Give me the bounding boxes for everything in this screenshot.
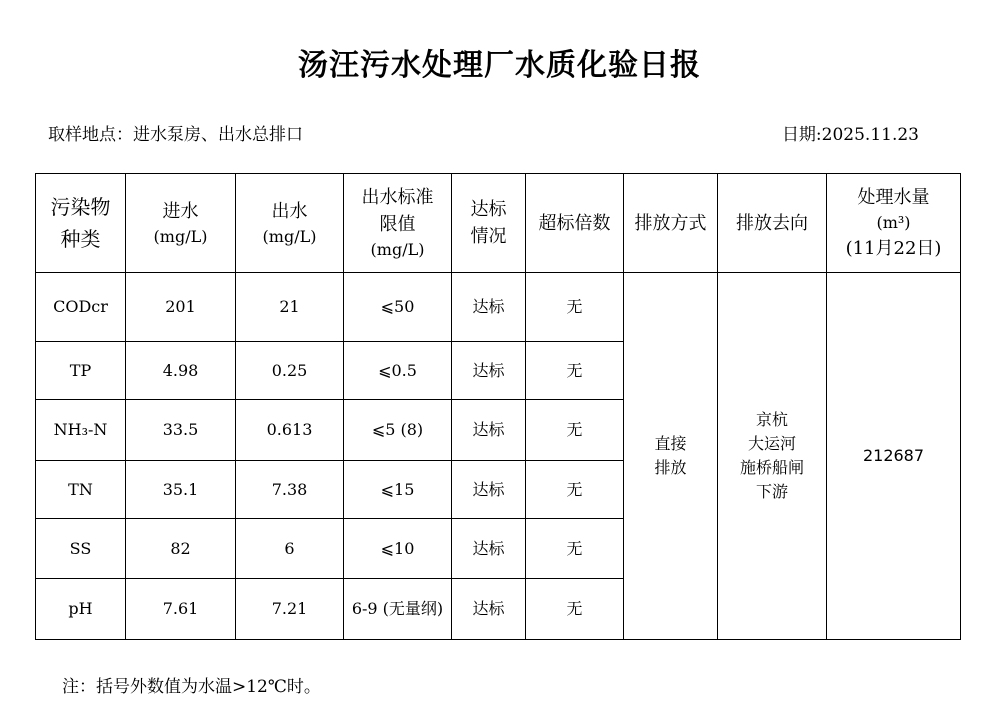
header-outflow: 出水 (mg/L) xyxy=(236,174,344,273)
cell-inflow: 82 xyxy=(126,519,236,579)
cell-inflow: 33.5 xyxy=(126,400,236,461)
header-discharge-destination: 排放去向 xyxy=(718,174,827,273)
header-limit: 出水标准 限值 (mg/L) xyxy=(344,174,452,273)
cell-outflow: 21 xyxy=(236,273,344,342)
cell-exceed: 无 xyxy=(526,400,624,461)
cell-exceed: 无 xyxy=(526,342,624,400)
cell-compliance: 达标 xyxy=(452,519,526,579)
cell-inflow: 7.61 xyxy=(126,579,236,640)
cell-inflow: 35.1 xyxy=(126,461,236,519)
cell-pollutant: SS xyxy=(36,519,126,579)
table-row xyxy=(36,273,961,342)
cell-compliance: 达标 xyxy=(452,273,526,342)
cell-treated-volume: 212687 xyxy=(827,273,961,640)
header-compliance: 达标 情况 xyxy=(452,174,526,273)
header-inflow: 进水 (mg/L) xyxy=(126,174,236,273)
sampling-location: 取样地点：进水泵房、出水总排口 xyxy=(48,125,303,145)
cell-compliance: 达标 xyxy=(452,400,526,461)
cell-outflow: 0.25 xyxy=(236,342,344,400)
cell-inflow: 201 xyxy=(126,273,236,342)
cell-limit: ⩽0.5 xyxy=(344,342,452,400)
cell-pollutant: CODcr xyxy=(36,273,126,342)
cell-discharge-destination: 京杭 大运河 施桥船闸 下游 xyxy=(718,273,827,640)
cell-limit: ⩽15 xyxy=(344,461,452,519)
cell-inflow: 4.98 xyxy=(126,342,236,400)
cell-limit: ⩽5 (8) xyxy=(344,400,452,461)
cell-outflow: 7.38 xyxy=(236,461,344,519)
cell-exceed: 无 xyxy=(526,519,624,579)
cell-pollutant: pH xyxy=(36,579,126,640)
report-title: 汤汪污水处理厂水质化验日报 xyxy=(298,48,701,83)
cell-exceed: 无 xyxy=(526,273,624,342)
header-discharge-method: 排放方式 xyxy=(624,174,718,273)
cell-compliance: 达标 xyxy=(452,342,526,400)
cell-outflow: 0.613 xyxy=(236,400,344,461)
report-date: 日期:2025.11.23 xyxy=(781,125,919,145)
table-header-row xyxy=(36,174,961,273)
cell-pollutant: NH₃-N xyxy=(36,400,126,461)
cell-pollutant: TP xyxy=(36,342,126,400)
cell-exceed: 无 xyxy=(526,461,624,519)
cell-exceed: 无 xyxy=(526,579,624,640)
water-quality-table xyxy=(35,173,961,640)
cell-outflow: 7.21 xyxy=(236,579,344,640)
footnote: 注：括号外数值为水温>12℃时。 xyxy=(62,677,321,697)
cell-compliance: 达标 xyxy=(452,461,526,519)
header-exceed: 超标倍数 xyxy=(526,174,624,273)
cell-pollutant: TN xyxy=(36,461,126,519)
cell-limit: 6-9 (无量纲) xyxy=(344,579,452,640)
cell-discharge-method: 直接 排放 xyxy=(624,273,718,640)
cell-compliance: 达标 xyxy=(452,579,526,640)
cell-outflow: 6 xyxy=(236,519,344,579)
cell-limit: ⩽50 xyxy=(344,273,452,342)
header-pollutant: 污染物 种类 xyxy=(36,174,126,273)
cell-limit: ⩽10 xyxy=(344,519,452,579)
header-treated-volume: 处理水量 (m³) (11月22日) xyxy=(827,174,961,273)
